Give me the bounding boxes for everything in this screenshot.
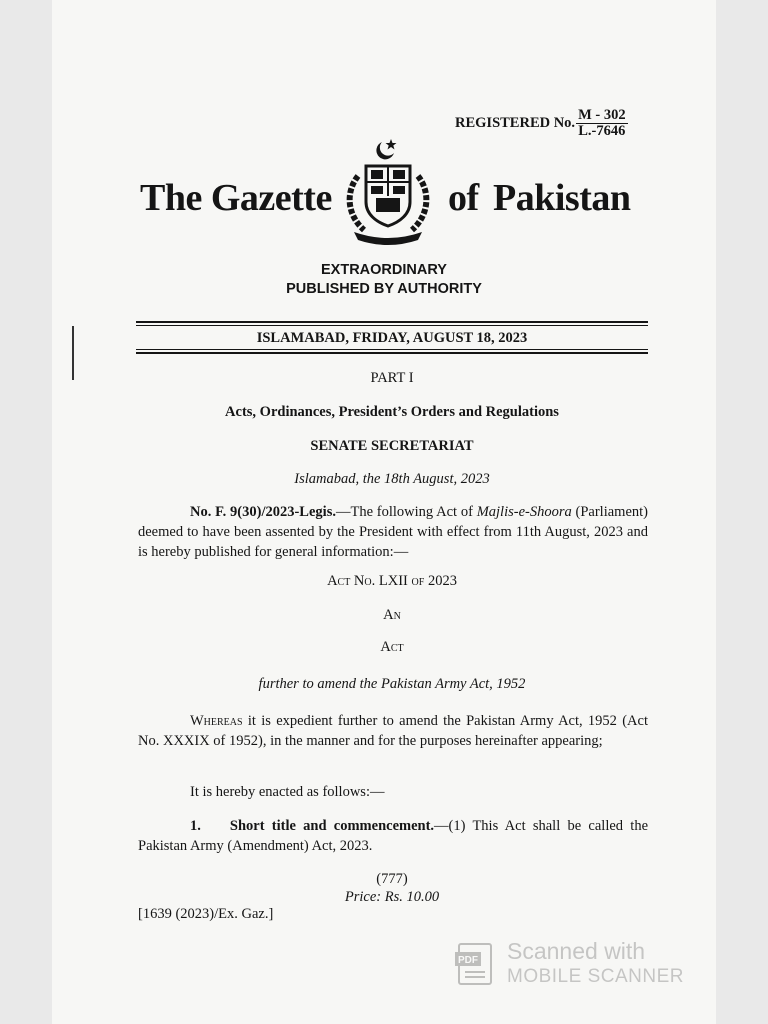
act-heading: Act [380,639,404,655]
divider-rule [136,349,648,350]
section-subheading: Acts, Ordinances, President’s Orders and Regulations [225,404,559,420]
divider-rule [136,321,648,323]
svg-text:PDF: PDF [458,955,478,966]
registered-prefix: REGISTERED No. [455,114,576,131]
divider-rule [136,325,648,326]
act-number: Act No. LXII of 2023 [327,573,457,589]
masthead-pakistan: Pakistan [493,177,631,219]
gazette-reference: [1639 (2023)/Ex. Gaz.] [138,906,274,922]
enacting-clause: It is hereby enacted as follows:— [190,784,385,800]
notice-paragraph: No. F. 9(30)/2023-Legis.—The following Act of Majlis-e-Shoora (Parliament) deemed to have been assented by the President with effect from 11th August, 2023 and is hereby published for general information:— [138,504,648,560]
masthead-of: of [448,177,479,219]
watermark-line2: MOBILE SCANNER [507,966,684,987]
part-heading: PART I [370,370,414,386]
registered-denominator: L.-7646 [578,123,626,139]
masthead-the-gazette: The Gazette [140,177,332,219]
divider-rule [136,352,648,354]
section-1-paragraph: 1. Short title and commencement.—(1) This Act shall be called the Pakistan Army (Amendment) Act, 2023. [138,818,648,854]
page-number: (777) [376,871,408,887]
dateline: ISLAMABAD, FRIDAY, AUGUST 18, 2023 [256,330,528,346]
registered-number [455,108,628,139]
scan-artifact [70,326,76,380]
department-heading: SENATE SECRETARIAT [310,438,474,454]
long-title: further to amend the Pakistan Army Act, 1952 [258,676,526,692]
preamble-paragraph: Whereas it is expedient further to amend the Pakistan Army Act, 1952 (Act No. XXXIX of 1952), in the manner and for the purposes hereinafter appearing; [138,713,648,749]
state-emblem-icon [338,136,438,248]
pdf-icon [455,942,499,986]
place-date: Islamabad, the 18th August, 2023 [294,471,490,487]
published-by-authority: PUBLISHED BY AUTHORITY [286,281,482,297]
section-title: Short title and commencement. [229,818,435,834]
section-number: 1. [190,818,201,834]
notice-reference: No. F. 9(30)/2023-Legis. [190,504,336,520]
watermark-line1: Scanned with [507,938,646,964]
registered-numerator: M - 302 [578,107,626,123]
price: Price: Rs. 10.00 [344,889,440,905]
an-heading: An [383,607,401,623]
extraordinary-label: EXTRAORDINARY [321,262,447,278]
